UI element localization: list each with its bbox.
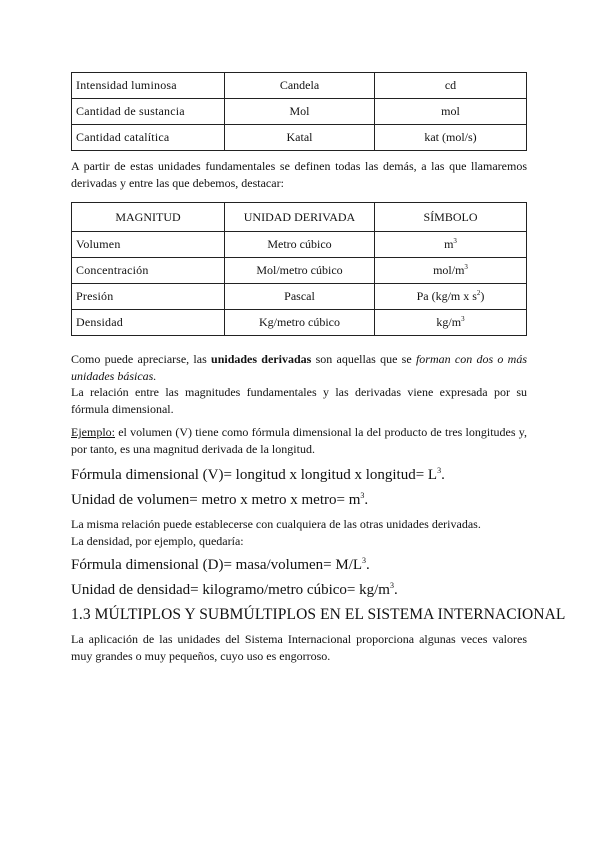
- formula-density-dimensional: Fórmula dimensional (D)= masa/volumen= $M/L^3$.: [71, 556, 370, 573]
- cell-simbolo: cd: [375, 73, 527, 99]
- cell-unidad: Pascal: [225, 284, 375, 310]
- cell-simbolo: $m^3$: [375, 232, 527, 258]
- cell-magnitud: Concentración: [72, 258, 225, 284]
- cell-unidad: Mol/metro cúbico: [225, 258, 375, 284]
- header-simbolo: SÍMBOLO: [375, 203, 527, 232]
- derived-units-table: [71, 202, 527, 336]
- cell-simbolo: $kg/m^3$: [375, 310, 527, 336]
- cell-unidad: Metro cúbico: [225, 232, 375, 258]
- formula-volume-dimensional: Fórmula dimensional (V)= longitud x longitud x longitud= $L^3$.: [71, 466, 445, 483]
- table-row: [72, 258, 527, 284]
- dimensional-formula-paragraph: La relación entre las magnitudes fundamentales y las derivadas viene expresada por su fórmula dimensional.: [71, 385, 527, 416]
- table-row: [72, 73, 527, 99]
- cell-magnitud: Cantidad catalítica: [72, 125, 225, 151]
- multiples-paragraph: La aplicación de las unidades del Sistema Internacional proporciona algunas veces valores muy grandes o muy pequeños, cuyo uso es engorroso.: [71, 632, 527, 663]
- cell-magnitud: Presión: [72, 284, 225, 310]
- cell-unidad: Kg/metro cúbico: [225, 310, 375, 336]
- example-label: Ejemplo:: [71, 425, 115, 439]
- cell-simbolo: mol: [375, 99, 527, 125]
- cell-simbolo: kat (mol/s): [375, 125, 527, 151]
- table-row: [72, 99, 527, 125]
- intro-paragraph: A partir de estas unidades fundamentales se definen todas las demás, a las que llamaremos derivadas y entre las que debemos, destacar:: [71, 159, 527, 190]
- base-units-table: [71, 72, 527, 151]
- cell-simbolo: mol/$m^3$: [375, 258, 527, 284]
- derived-units-paragraph: Como puede apreciarse, las unidades derivadas son aquellas que se forman con dos o más unidades básicas.: [71, 352, 528, 383]
- table-row: [72, 284, 527, 310]
- cell-unidad: Katal: [225, 125, 375, 151]
- cell-magnitud: Densidad: [72, 310, 225, 336]
- cell-magnitud: Cantidad de sustancia: [72, 99, 225, 125]
- header-unidad-derivada: UNIDAD DERIVADA: [225, 203, 375, 232]
- cell-simbolo: Pa (kg/m x $s^2$): [375, 284, 527, 310]
- table-header-row: [72, 203, 527, 232]
- header-magnitud: MAGNITUD: [72, 203, 225, 232]
- cell-magnitud: Volumen: [72, 232, 225, 258]
- example-paragraph: Ejemplo: el volumen (V) tiene como fórmula dimensional la del producto de tres longitudes y, por tanto, es una magnitud derivada de la longitud.: [71, 425, 527, 456]
- relation-paragraph: La misma relación puede establecerse con cualquiera de las otras unidades derivadas. La densidad, por ejemplo, quedaría:: [71, 517, 481, 548]
- cell-magnitud: Intensidad luminosa: [72, 73, 225, 99]
- formula-volume-unit: Unidad de volumen= metro x metro x metro= $m^3$.: [71, 491, 369, 508]
- cell-unidad: Mol: [225, 99, 375, 125]
- cell-unidad: Candela: [225, 73, 375, 99]
- formula-density-unit: Unidad de densidad= kilogramo/metro cúbico= $kg/m^3$.: [71, 581, 398, 598]
- table-row: [72, 310, 527, 336]
- section-heading: 1.3 MÚLTIPLOS Y SUBMÚLTIPLOS EN EL SISTEMA INTERNACIONAL: [71, 606, 566, 623]
- table-row: [72, 232, 527, 258]
- table-row: [72, 125, 527, 151]
